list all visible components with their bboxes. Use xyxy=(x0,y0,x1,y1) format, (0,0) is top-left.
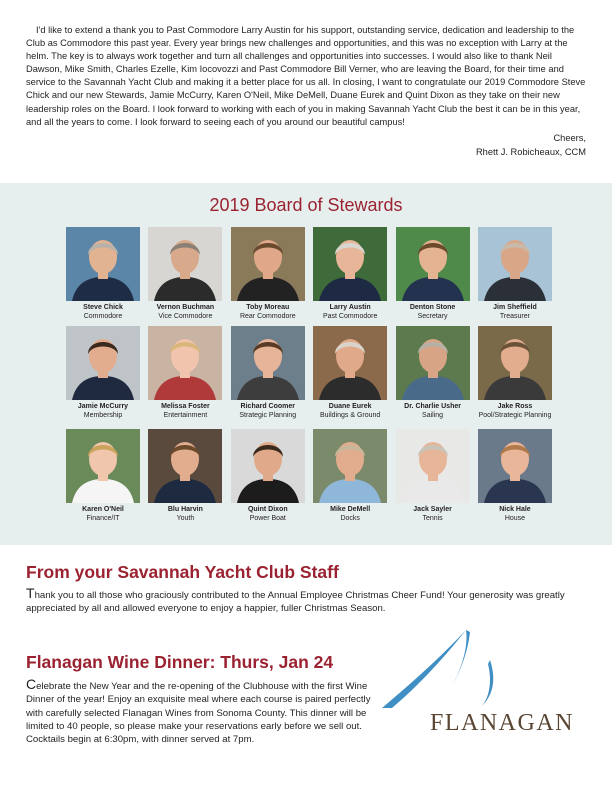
steward-name: Quint Dixon xyxy=(247,506,288,513)
steward-role: Strategic Planning xyxy=(239,411,297,419)
steward-role: Tennis xyxy=(422,514,443,522)
board-row xyxy=(64,429,554,523)
steward-name: Vernon Buchman xyxy=(156,304,215,311)
steward-role: Sailing xyxy=(422,411,444,419)
steward-card xyxy=(64,326,142,420)
steward-photo xyxy=(396,429,470,503)
board-row xyxy=(64,227,554,321)
steward-photo xyxy=(396,227,470,301)
steward-card xyxy=(476,326,554,420)
steward-name: Jamie McCurry xyxy=(77,403,129,410)
steward-photo xyxy=(231,227,305,301)
steward-photo xyxy=(313,227,387,301)
steward-card xyxy=(64,429,142,523)
steward-role: Rear Commodore xyxy=(239,312,296,320)
steward-role: Secretary xyxy=(417,312,448,320)
steward-card xyxy=(311,326,389,420)
wine-dinner-paragraph xyxy=(26,678,378,746)
commodore-letter: I'd like to extend a thank you to Past Commodore Larry Austin for his support, outstanding service, dedication and leadership to the Club as Commodore this past year. Every year brings new challenges and opportunities, and this was no exception with Larry at the helm. The key is to always work together and turn all challenges and opportunities into successes. I would also like to thank Neil Dawson, Mike Smith, Charles Ezelle, Kim Iocovozzi and Past Commodore Bill Verner, who are leaving the Board, for their time and service to the Savannah Yacht Club and making it a better place for us all. In closing, I want to congratulate our 2019 Commodore Steve Chick and our new Stewards, Jamie McCurry, Karen O'Neil, Mike DeMell, Duane Eurek and Quint Dixon as they take on their new leadership roles on the Board. I look forward to working with each of you in making Savannah Yacht Club the best it can be in this year, and all the years to come. I look forward to seeing each of you around our beautiful campus! xyxy=(26,25,586,127)
staff-paragraph xyxy=(26,587,588,616)
wine-dinner-heading: Flanagan Wine Dinner: Thurs, Jan 24 xyxy=(26,652,334,672)
steward-card xyxy=(229,326,307,420)
steward-role: Vice Commodore xyxy=(158,312,213,320)
steward-role: Finance/IT xyxy=(86,514,120,522)
steward-role: Membership xyxy=(83,411,123,419)
board-title: 2019 Board of Stewards xyxy=(209,195,403,215)
steward-card xyxy=(146,429,224,523)
steward-role: Power Boat xyxy=(249,514,286,522)
steward-photo xyxy=(313,429,387,503)
steward-photo xyxy=(231,326,305,400)
dinner-drop-cap: C xyxy=(26,676,37,692)
steward-name: Jim Sheffield xyxy=(493,304,537,311)
steward-photo xyxy=(148,326,222,400)
steward-name: Dr. Charlie Usher xyxy=(404,403,461,410)
steward-card xyxy=(476,429,554,523)
steward-photo xyxy=(478,227,552,301)
steward-role: Pool/Strategic Planning xyxy=(478,411,552,419)
steward-name: Blu Harvin xyxy=(167,506,203,513)
steward-photo xyxy=(66,326,140,400)
steward-photo xyxy=(148,227,222,301)
dinner-body: elebrate the New Year and the re-opening of the Clubhouse with the first Wine Dinner of the year! Enjoy an exquisite meal where each course is paired perfectly with carefully selected Flanagan Wines from Sonoma County. This dinner will be limited to 40 people, so please make your reservations early before we sell out. Cocktails begin at 6:30pm, with dinner served at 7pm. xyxy=(26,681,371,746)
letter-closing: Cheers, xyxy=(553,133,586,143)
steward-role: Entertainment xyxy=(163,411,208,419)
steward-name: Jake Ross xyxy=(497,403,533,410)
steward-card xyxy=(311,227,389,321)
steward-card xyxy=(146,227,224,321)
steward-photo xyxy=(478,326,552,400)
steward-card xyxy=(229,227,307,321)
steward-name: Melissa Foster xyxy=(161,403,210,410)
steward-name: Jack Sayler xyxy=(413,506,452,513)
steward-photo xyxy=(478,429,552,503)
letter-signature: Rhett J. Robicheaux, CCM xyxy=(475,147,586,157)
steward-photo xyxy=(148,429,222,503)
steward-name: Karen O'Neil xyxy=(82,506,124,513)
flanagan-wordmark: FLANAGAN xyxy=(430,710,574,736)
staff-drop-cap: T xyxy=(26,585,35,601)
steward-photo xyxy=(66,227,140,301)
steward-photo xyxy=(231,429,305,503)
steward-name: Toby Moreau xyxy=(246,304,290,311)
steward-name: Larry Austin xyxy=(329,304,371,311)
steward-role: Commodore xyxy=(83,312,123,320)
steward-card xyxy=(311,429,389,523)
steward-role: Docks xyxy=(340,514,360,522)
steward-name: Richard Coomer xyxy=(240,403,296,410)
steward-name: Denton Stone xyxy=(409,304,456,311)
steward-card xyxy=(394,326,472,420)
steward-card xyxy=(394,227,472,321)
steward-card xyxy=(476,227,554,321)
steward-name: Duane Eurek xyxy=(328,403,372,410)
steward-name: Steve Chick xyxy=(83,304,123,311)
staff-body: hank you to all those who graciously contributed to the Annual Employee Christmas Cheer Fund! Your generosity was greatly appreciated by all and allowed everyone to enjoy a happier, fuller Christmas Season. xyxy=(26,590,565,615)
steward-role: Buildings & Ground xyxy=(320,411,381,419)
steward-role: House xyxy=(504,514,526,522)
steward-card xyxy=(394,429,472,523)
steward-role: Youth xyxy=(176,514,195,522)
steward-card xyxy=(146,326,224,420)
steward-photo xyxy=(66,429,140,503)
board-of-stewards-section xyxy=(0,183,612,545)
steward-photo xyxy=(396,326,470,400)
steward-card xyxy=(229,429,307,523)
letter-signoff xyxy=(476,131,586,159)
staff-heading: From your Savannah Yacht Club Staff xyxy=(26,562,339,582)
steward-role: Treasurer xyxy=(499,312,530,320)
steward-card xyxy=(64,227,142,321)
steward-name: Mike DeMell xyxy=(330,506,371,513)
steward-photo xyxy=(313,326,387,400)
board-row xyxy=(64,326,554,420)
steward-name: Nick Hale xyxy=(499,506,531,513)
steward-role: Past Commodore xyxy=(322,312,378,320)
